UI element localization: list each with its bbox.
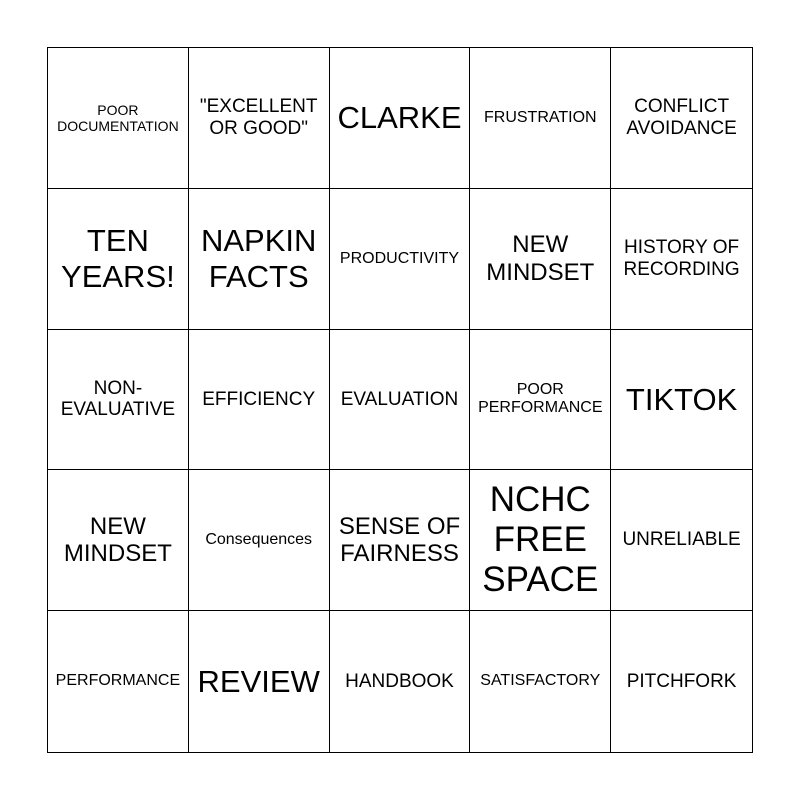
bingo-cell[interactable] <box>470 189 611 330</box>
bingo-cell-text: NAPKIN FACTS <box>200 223 317 294</box>
bingo-cell-text: UNRELIABLE <box>622 529 741 551</box>
bingo-cell-text: HANDBOOK <box>345 670 454 692</box>
bingo-cell[interactable] <box>48 48 189 189</box>
bingo-cell[interactable] <box>189 189 330 330</box>
bingo-cell-text: TIKTOK <box>625 381 738 417</box>
free-space-text: NCHC FREE SPACE <box>482 479 599 600</box>
bingo-cell[interactable] <box>611 611 752 752</box>
bingo-cell[interactable] <box>48 189 189 330</box>
bingo-cell[interactable] <box>189 48 330 189</box>
bingo-cell[interactable] <box>470 611 611 752</box>
bingo-cell[interactable] <box>330 48 471 189</box>
bingo-cell-text: "EXCELLENT OR GOOD" <box>199 96 318 139</box>
bingo-cell[interactable] <box>189 330 330 471</box>
bingo-cell-text: CLARKE <box>337 100 462 136</box>
bingo-cell[interactable] <box>330 611 471 752</box>
bingo-board <box>47 47 753 753</box>
free-space-cell[interactable] <box>470 470 611 611</box>
bingo-cell[interactable] <box>330 470 471 611</box>
bingo-cell-text: HISTORY OF RECORDING <box>623 236 740 280</box>
bingo-cell-text: Consequences <box>205 531 313 549</box>
bingo-cell[interactable] <box>611 470 752 611</box>
bingo-cell-text: REVIEW <box>197 663 320 699</box>
bingo-cell[interactable] <box>611 189 752 330</box>
bingo-cell[interactable] <box>48 330 189 471</box>
bingo-cell[interactable] <box>470 48 611 189</box>
bingo-cell-text: SENSE OF FAIRNESS <box>338 512 461 568</box>
bingo-cell-text: POOR PERFORMANCE <box>478 381 603 417</box>
bingo-cell[interactable] <box>48 611 189 752</box>
bingo-cell[interactable] <box>330 189 471 330</box>
bingo-cell-text: PITCHFORK <box>626 670 737 692</box>
bingo-cell-text: TEN YEARS! <box>61 223 175 294</box>
bingo-cell[interactable] <box>48 470 189 611</box>
bingo-cell[interactable] <box>611 48 752 189</box>
bingo-cell-text: EFFICIENCY <box>202 388 316 410</box>
bingo-cell-text: PERFORMANCE <box>55 672 181 690</box>
bingo-cell[interactable] <box>611 330 752 471</box>
bingo-cell-text: PRODUCTIVITY <box>339 249 460 267</box>
bingo-cell-text: NON-EVALUATIVE <box>60 377 176 421</box>
bingo-cell[interactable] <box>189 611 330 752</box>
bingo-cell-text: POOR DOCUMENTATION <box>57 101 179 134</box>
bingo-cell-text: FRUSTRATION <box>483 108 597 126</box>
bingo-cell-text: NEW MINDSET <box>63 512 172 568</box>
bingo-cell-text: NEW MINDSET <box>486 231 595 286</box>
bingo-cell[interactable] <box>470 330 611 471</box>
bingo-cell-text: CONFLICT AVOIDANCE <box>626 96 737 139</box>
bingo-cell[interactable] <box>189 470 330 611</box>
bingo-cell-text: EVALUATION <box>340 388 459 410</box>
bingo-cell[interactable] <box>330 330 471 471</box>
bingo-cell-text: SATISFACTORY <box>480 672 601 690</box>
